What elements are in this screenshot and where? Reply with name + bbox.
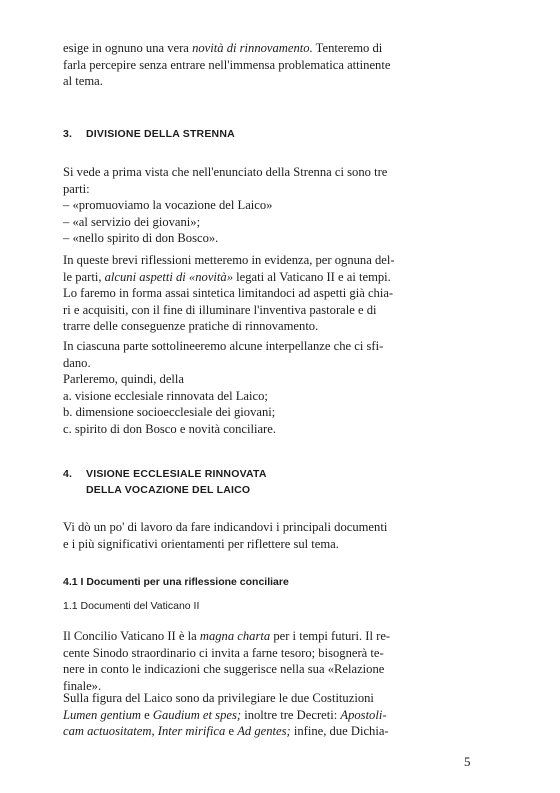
- text-line: parti:: [63, 181, 90, 196]
- section-number: 3.: [63, 128, 73, 140]
- heading-line: [63, 466, 475, 482]
- list-item: – «promuoviamo la vocazione del Laico»: [63, 198, 273, 212]
- page-number: 5: [464, 754, 471, 769]
- section-title: DIVISIONE DELLA STRENNA: [86, 128, 235, 140]
- text-line: e i più significativi orientamenti per riflettere sul tema.: [63, 536, 339, 551]
- section-4-heading: [63, 466, 475, 498]
- subheading-1-1: 1.1 Documenti del Vaticano II: [63, 600, 200, 612]
- list-item: – «nello spirito di don Bosco».: [63, 231, 219, 245]
- text-line: Lo faremo in forma assai sintetica limitandoci ad aspetti già chia-: [63, 286, 394, 300]
- section-3-paragraph-3: [63, 338, 475, 437]
- text-line: cam actuositatem, Inter mirifica e Ad gentes; infine, due Dichia-: [63, 724, 389, 738]
- section-3-paragraph-2: [63, 252, 475, 335]
- text-line: al tema.: [63, 74, 103, 88]
- text-line: cente Sinodo straordinario ci invita a farne tesoro; bisognerà te-: [63, 645, 384, 660]
- section-title: VISIONE ECCLESIALE RINNOVATA: [86, 468, 267, 480]
- list-item: c. spirito di don Bosco e novità conciliare.: [63, 421, 276, 436]
- text-line: esige in ognuno una vera novità di rinnovamento. Tenteremo di: [63, 41, 383, 55]
- text-line: le parti, alcuni aspetti di «novità» legati al Vaticano II e ai tempi.: [63, 269, 391, 284]
- text-line: Si vede a prima vista che nell'enunciato della Strenna ci sono tre: [63, 165, 388, 179]
- text-line: Sulla figura del Laico sono da privilegiare le due Costituzioni: [63, 691, 374, 705]
- list-item: b. dimensione socioecclesiale dei giovani;: [63, 405, 276, 419]
- text-line: trarre delle conseguenze pratiche di rinnovamento.: [63, 319, 319, 333]
- subheading-4-1: 4.1 I Documenti per una riflessione conciliare: [63, 576, 289, 588]
- text-line: In ciascuna parte sottolineeremo alcune interpellanze che ci sfi-: [63, 339, 384, 353]
- section-number: 4.: [63, 468, 73, 480]
- text-line: farla percepire senza entrare nell'immensa problematica attinente: [63, 57, 391, 72]
- list-item: – «al servizio dei giovani»;: [63, 214, 201, 229]
- section-4-paragraph-3: [63, 690, 475, 740]
- section-3-heading: [63, 128, 475, 140]
- text-line: Parleremo, quindi, della: [63, 372, 185, 386]
- section-title-line-2: DELLA VOCAZIONE DEL LAICO: [86, 484, 251, 496]
- text-line: dano.: [63, 355, 91, 370]
- text-line: Vi dò un po' di lavoro da fare indicandovi i principali documenti: [63, 520, 388, 534]
- text-line: finale».: [63, 678, 102, 693]
- text-line: ri e acquisiti, con il fine di illuminare l'inventiva pastorale e di: [63, 302, 377, 317]
- section-4-paragraph-1: [63, 519, 475, 552]
- section-3-intro: [63, 164, 475, 247]
- text-line: Il Concilio Vaticano II è la magna charta per i tempi futuri. Il re-: [63, 629, 391, 643]
- list-item: a. visione ecclesiale rinnovata del Laico;: [63, 388, 268, 403]
- text-line: Lumen gentium e Gaudium et spes; inoltre tre Decreti: Apostoli-: [63, 707, 387, 722]
- section-4-paragraph-2: [63, 628, 475, 694]
- text-line: In queste brevi riflessioni metteremo in evidenza, per ognuna del-: [63, 253, 395, 267]
- opening-paragraph: [63, 40, 475, 90]
- text-line: nere in conto le indicazioni che suggerisce nella sua «Relazione: [63, 662, 385, 676]
